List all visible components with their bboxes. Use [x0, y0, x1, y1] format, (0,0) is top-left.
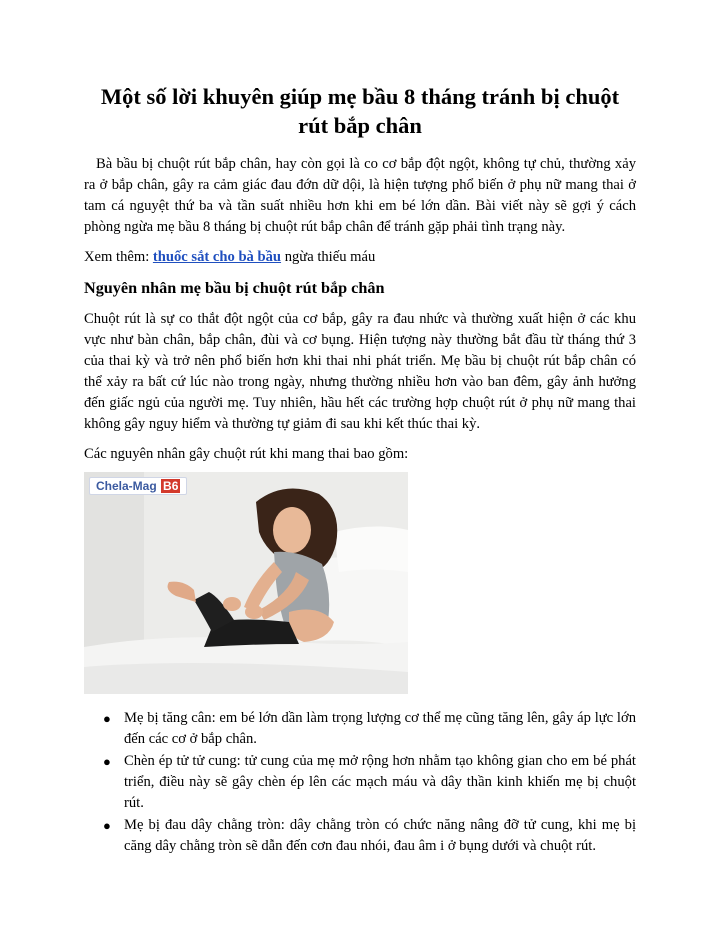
- chela-mag-logo: [89, 477, 187, 495]
- cause-text: Chèn ép tử tử cung: tử cung của mẹ mở rộng hơn nhằm tạo không gian cho em bé phát triển, điều này sẽ gây chèn ép lên các mạch máu và dây thần kinh khiến mẹ bị chuột rút.: [124, 753, 636, 811]
- iron-supplement-link[interactable]: thuốc sắt cho bà bầu: [152, 249, 282, 265]
- see-also-line: [84, 247, 636, 268]
- section-body-paragraph: Chuột rút là sự co thắt đột ngột của cơ bắp, gây ra đau nhức và thường xuất hiện ở các khu vực như bàn chân, bắp chân, đùi và cơ bụng. Hiện tượng này thường bắt đầu từ tháng thứ 3 của thai kỳ và trở nên phổ biến hơn khi thai nhi phát triển. Mẹ bầu bị chuột rút bắp chân có thể xảy ra bất cứ lúc nào trong ngày, nhưng thường nhiều hơn vào ban đêm, gây ảnh hưởng đến giấc ngủ của người mẹ. Tuy nhiên, hầu hết các trường hợp chuột rút ở phụ nữ mang thai không gây nguy hiểm và thường tự giảm đi sau khi kết thúc thai kỳ.: [84, 311, 636, 432]
- section-heading: Nguyên nhân mẹ bầu bị chuột rút bắp chân: [84, 279, 385, 297]
- article-title: Một số lời khuyên giúp mẹ bầu 8 tháng tránh bị chuột rút bắp chân: [100, 84, 620, 138]
- bullet-icon: ●: [103, 711, 111, 726]
- list-item: [103, 751, 636, 814]
- bullet-icon: ●: [103, 818, 111, 833]
- brand-name: Chela-Mag: [96, 479, 157, 493]
- cause-text: Mẹ bị đau dây chằng tròn: dây chằng tròn có chức năng nâng đỡ tử cung, khi mẹ bị căng dây chằng tròn sẽ dẫn đến cơn đau nhói, đau âm i ở bụng dưới và chuột rút.: [124, 817, 636, 854]
- see-also-prefix: Xem thêm:: [84, 249, 153, 265]
- see-also-suffix: ngừa thiếu máu: [281, 249, 376, 265]
- pregnant-woman-leg-cramp-photo: [84, 472, 408, 694]
- list-item: [103, 708, 636, 750]
- causes-intro: Các nguyên nhân gây chuột rút khi mang thai bao gồm:: [84, 446, 409, 462]
- photo-illustration: [84, 472, 408, 694]
- cause-text: Mẹ bị tăng cân: em bé lớn dần làm trọng lượng cơ thể mẹ cũng tăng lên, gây áp lực lớn đến các cơ ở bắp chân.: [124, 710, 636, 747]
- list-item: [103, 815, 636, 857]
- bullet-icon: ●: [103, 754, 111, 769]
- intro-paragraph: Bà bầu bị chuột rút bắp chân, hay còn gọi là co cơ bắp đột ngột, không tự chủ, thường xảy ra ở bắp chân, gây ra cảm giác đau đớn dữ dội, là hiện tượng phổ biến ở phụ nữ mang thai ở tam cá nguyệt thứ ba và tần suất nhiều hơn khi em bé lớn dần. Bài viết này sẽ gợi ý cách phòng ngừa mẹ bầu 8 tháng bị chuột rút bắp chân để tránh gặp phải tình trạng này.: [84, 156, 636, 235]
- document-page: [84, 82, 636, 858]
- causes-list: [84, 708, 636, 857]
- brand-badge: B6: [163, 479, 179, 493]
